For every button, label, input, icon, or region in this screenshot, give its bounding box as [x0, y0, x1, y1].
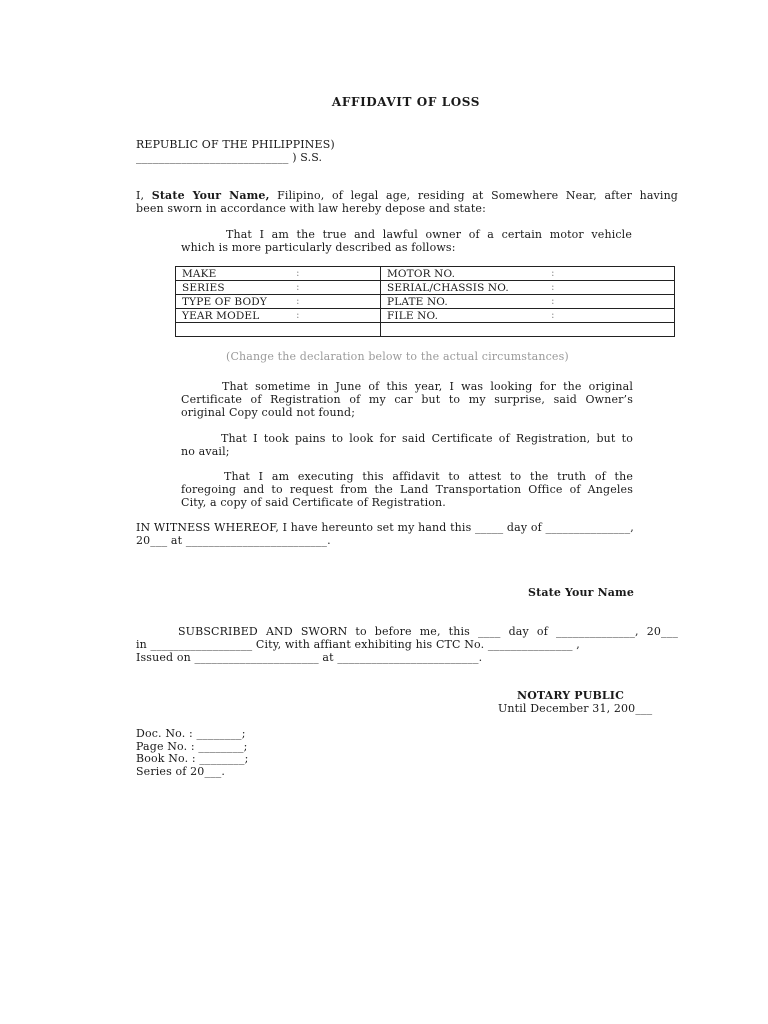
para3-line3: City, a copy of said Certificate of Registration.	[181, 496, 446, 509]
jurat-line1: SUBSCRIBED AND SWORN to before me, this ____ day of ______________, 20___	[178, 625, 678, 638]
para2-line2: no avail;	[181, 445, 230, 458]
vehicle-table	[175, 266, 675, 337]
series-label: SERIES	[182, 281, 225, 294]
type-of-body-colon: :	[296, 295, 300, 307]
table-row	[176, 267, 675, 281]
table-row	[176, 295, 675, 309]
docket-series: Series of 20___.	[136, 765, 226, 778]
para2-line1: That I took pains to look for said Certificate of Registration, but to	[221, 432, 633, 445]
intro-line1	[136, 189, 678, 202]
table-row	[176, 309, 675, 323]
intro-pronoun: I,	[136, 189, 145, 202]
notary-commission-until: Until December 31, 200___	[498, 702, 653, 715]
file-no-label: FILE NO.	[387, 309, 439, 322]
para3-line2: foregoing and to request from the Land Transportation Office of Angeles	[181, 483, 633, 496]
table-cell	[176, 281, 381, 295]
para1-line2: Certificate of Registration of my car but to my surprise, said Owner’s	[181, 393, 633, 406]
motor-no-label: MOTOR NO.	[387, 267, 456, 280]
para1-line3: original Copy could not found;	[181, 406, 356, 419]
venue-republic: REPUBLIC OF THE PHILIPPINES)	[136, 138, 335, 151]
intro-line2: been sworn in accordance with law hereby depose and state:	[136, 202, 486, 215]
table-cell	[381, 295, 675, 309]
instruction-note: (Change the declaration below to the actual circumstances)	[226, 350, 569, 363]
table-cell	[381, 323, 675, 337]
plate-no-colon: :	[551, 295, 555, 307]
make-colon: :	[296, 267, 300, 279]
docket-doc-no: Doc. No. : ________;	[136, 727, 246, 740]
signature-name: State Your Name	[528, 586, 634, 599]
motor-no-colon: :	[551, 267, 555, 279]
jurat-line3: Issued on ______________________ at _________________________.	[136, 651, 483, 664]
file-no-colon: :	[551, 309, 555, 321]
jurat-line2: in __________________ City, with affiant exhibiting his CTC No. _______________ ,	[136, 638, 580, 651]
table-cell	[381, 309, 675, 323]
serial-chassis-label: SERIAL/CHASSIS NO.	[387, 281, 509, 294]
table-cell	[176, 267, 381, 281]
table-row	[176, 323, 675, 337]
table-cell	[176, 295, 381, 309]
affiant-name: State Your Name,	[151, 189, 270, 202]
table-cell	[381, 281, 675, 295]
para1-line1: That sometime in June of this year, I was looking for the original	[222, 380, 633, 393]
document-title: AFFIDAVIT OF LOSS	[331, 95, 481, 109]
serial-chassis-colon: :	[551, 281, 555, 293]
para3-line1: That I am executing this affidavit to attest to the truth of the	[224, 470, 633, 483]
table-cell	[176, 323, 381, 337]
docket-page-no: Page No. : ________;	[136, 740, 248, 753]
docket-book-no: Book No. : ________;	[136, 752, 249, 765]
table-cell	[176, 309, 381, 323]
plate-no-label: PLATE NO.	[387, 295, 448, 308]
venue-ss-line: ___________________________ ) S.S.	[136, 151, 323, 164]
owner-para-line2: which is more particularly described as follows:	[181, 241, 456, 254]
type-of-body-label: TYPE OF BODY	[182, 295, 267, 308]
witness-line2: 20___ at _________________________.	[136, 534, 331, 547]
intro-text-line1: Filipino, of legal age, residing at Somewhere Near, after having	[269, 189, 678, 202]
year-model-label: YEAR MODEL	[182, 309, 260, 322]
witness-line1: IN WITNESS WHEREOF, I have hereunto set my hand this _____ day of _______________,	[136, 521, 634, 534]
notary-public-title: NOTARY PUBLIC	[517, 689, 624, 702]
table-cell	[381, 267, 675, 281]
table-row	[176, 281, 675, 295]
owner-para-line1: That I am the true and lawful owner of a certain motor vehicle	[226, 228, 632, 241]
series-colon: :	[296, 281, 300, 293]
year-model-colon: :	[296, 309, 300, 321]
make-label: MAKE	[182, 267, 217, 280]
